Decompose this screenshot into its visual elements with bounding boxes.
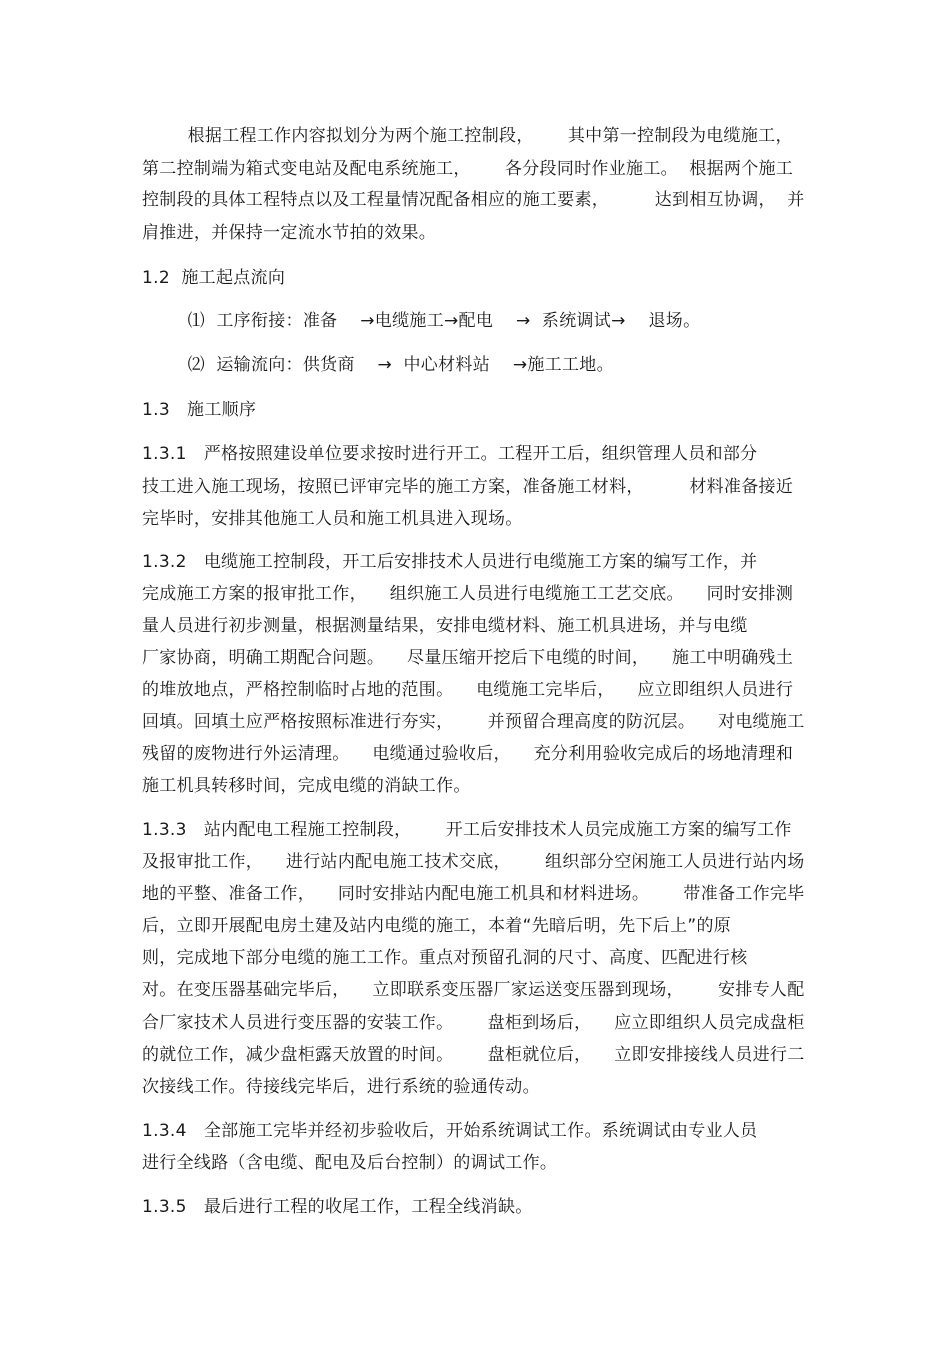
s1-3-3-line: 地的平整、准备工作， 同时安排站内配电施工机具和材料进场。 带准备工作完毕 (142, 884, 805, 904)
s1-3-2-line: 的堆放地点，严格控制临时占地的范围。 电缆施工完毕后， 应立即组织人员进行 (142, 680, 794, 700)
s1-3-1-line: 1.3.1 严格按照建设单位要求按时进行开工。工程开工后，组织管理人员和部分 (142, 444, 758, 464)
s1-3-2-line: 1.3.2 电缆施工控制段，开工后安排技术人员进行电缆施工方案的编写工作，并 (142, 552, 758, 572)
s1-3-5-line: 1.3.5 最后进行工程的收尾工作，工程全线消缺。 (142, 1197, 533, 1217)
s1-3-3-line: 及报审批工作， 进行站内配电施工技术交底， 组织部分空闲施工人员进行站内场 (142, 852, 805, 872)
s1-3-1-line: 技工进入施工现场，按照已评审完毕的施工方案，准备施工材料， 材料准备接近 (142, 477, 794, 497)
s1-3-3-line: 后，立即开展配电房土建及站内电缆的施工，本着“先暗后明，先下后上”的原 (142, 916, 732, 936)
s1-3-4-line: 1.3.4 全部施工完毕并经初步验收后，开始系统调试工作。系统调试由专业人员 (142, 1121, 758, 1141)
intro-line: 根据工程工作内容拟划分为两个施工控制段， 其中第一控制段为电缆施工， (142, 126, 793, 146)
s1-3-2-line: 残留的废物进行外运清理。 电缆通过验收后， 充分利用验收完成后的场地清理和 (142, 744, 794, 764)
s1-3-3-line: 1.3.3 站内配电工程施工控制段， 开工后安排技术人员完成施工方案的编写工作 (142, 820, 792, 840)
s1-3-4-line: 进行全线路（含电缆、配电及后台控制）的调试工作。 (142, 1153, 558, 1173)
s1-3-2-line: 完成施工方案的报审批工作， 组织施工人员进行电缆施工工艺交底。 同时安排测 (142, 584, 794, 604)
s1-3-2-line: 回填。回填土应严格按照标准进行夯实， 并预留合理高度的防沉层。 对电缆施工 (142, 712, 805, 732)
s1-3-2-line: 量人员进行初步测量，根据测量结果，安排电缆材料、施工机具进场，并与电缆 (142, 616, 748, 636)
section-heading-1-2: 1.2 施工起点流向 (142, 268, 286, 288)
intro-line: 第二控制端为箱式变电站及配电系统施工， 各分段同时作业施工。 根据两个施工 (142, 159, 794, 179)
s1-3-1-line: 完毕时，安排其他施工人员和施工机具进入现场。 (142, 509, 523, 529)
s1-2-item: ⑵ 运输流向：供货商 → 中心材料站 →施工工地。 (142, 355, 614, 375)
s1-3-3-line: 次接线工作。待接线完毕后，进行系统的验通传动。 (142, 1077, 540, 1097)
s1-3-3-line: 则，完成地下部分电缆的施工工作。重点对预留孔洞的尺寸、高度、匹配进行核 (142, 948, 748, 968)
s1-3-2-line: 施工机具转移时间，完成电缆的消缺工作。 (142, 776, 471, 796)
intro-line: 肩推进，并保持一定流水节拍的效果。 (142, 223, 437, 243)
s1-3-3-line: 对。在变压器基础完毕后， 立即联系变压器厂家运送变压器到现场， 安排专人配 (142, 980, 805, 1000)
s1-2-item: ⑴ 工序衔接：准备 →电缆施工→配电 → 系统调试→ 退场。 (142, 311, 701, 331)
s1-3-3-line: 合厂家技术人员进行变压器的安装工作。 盘柜到场后， 应立即组织人员完成盘柜 (142, 1013, 805, 1033)
s1-3-3-line: 的就位工作，减少盘柜露天放置的时间。 盘柜就位后， 立即安排接线人员进行二 (142, 1045, 805, 1065)
intro-line: 控制段的具体工程特点以及工程量情况配备相应的施工要素， 达到相互协调， 并 (142, 190, 805, 210)
section-heading-1-3: 1.3 施工顺序 (142, 400, 257, 420)
s1-3-2-line: 厂家协商，明确工期配合问题。 尽量压缩开挖后下电缆的时间， 施工中明确残土 (142, 648, 794, 668)
